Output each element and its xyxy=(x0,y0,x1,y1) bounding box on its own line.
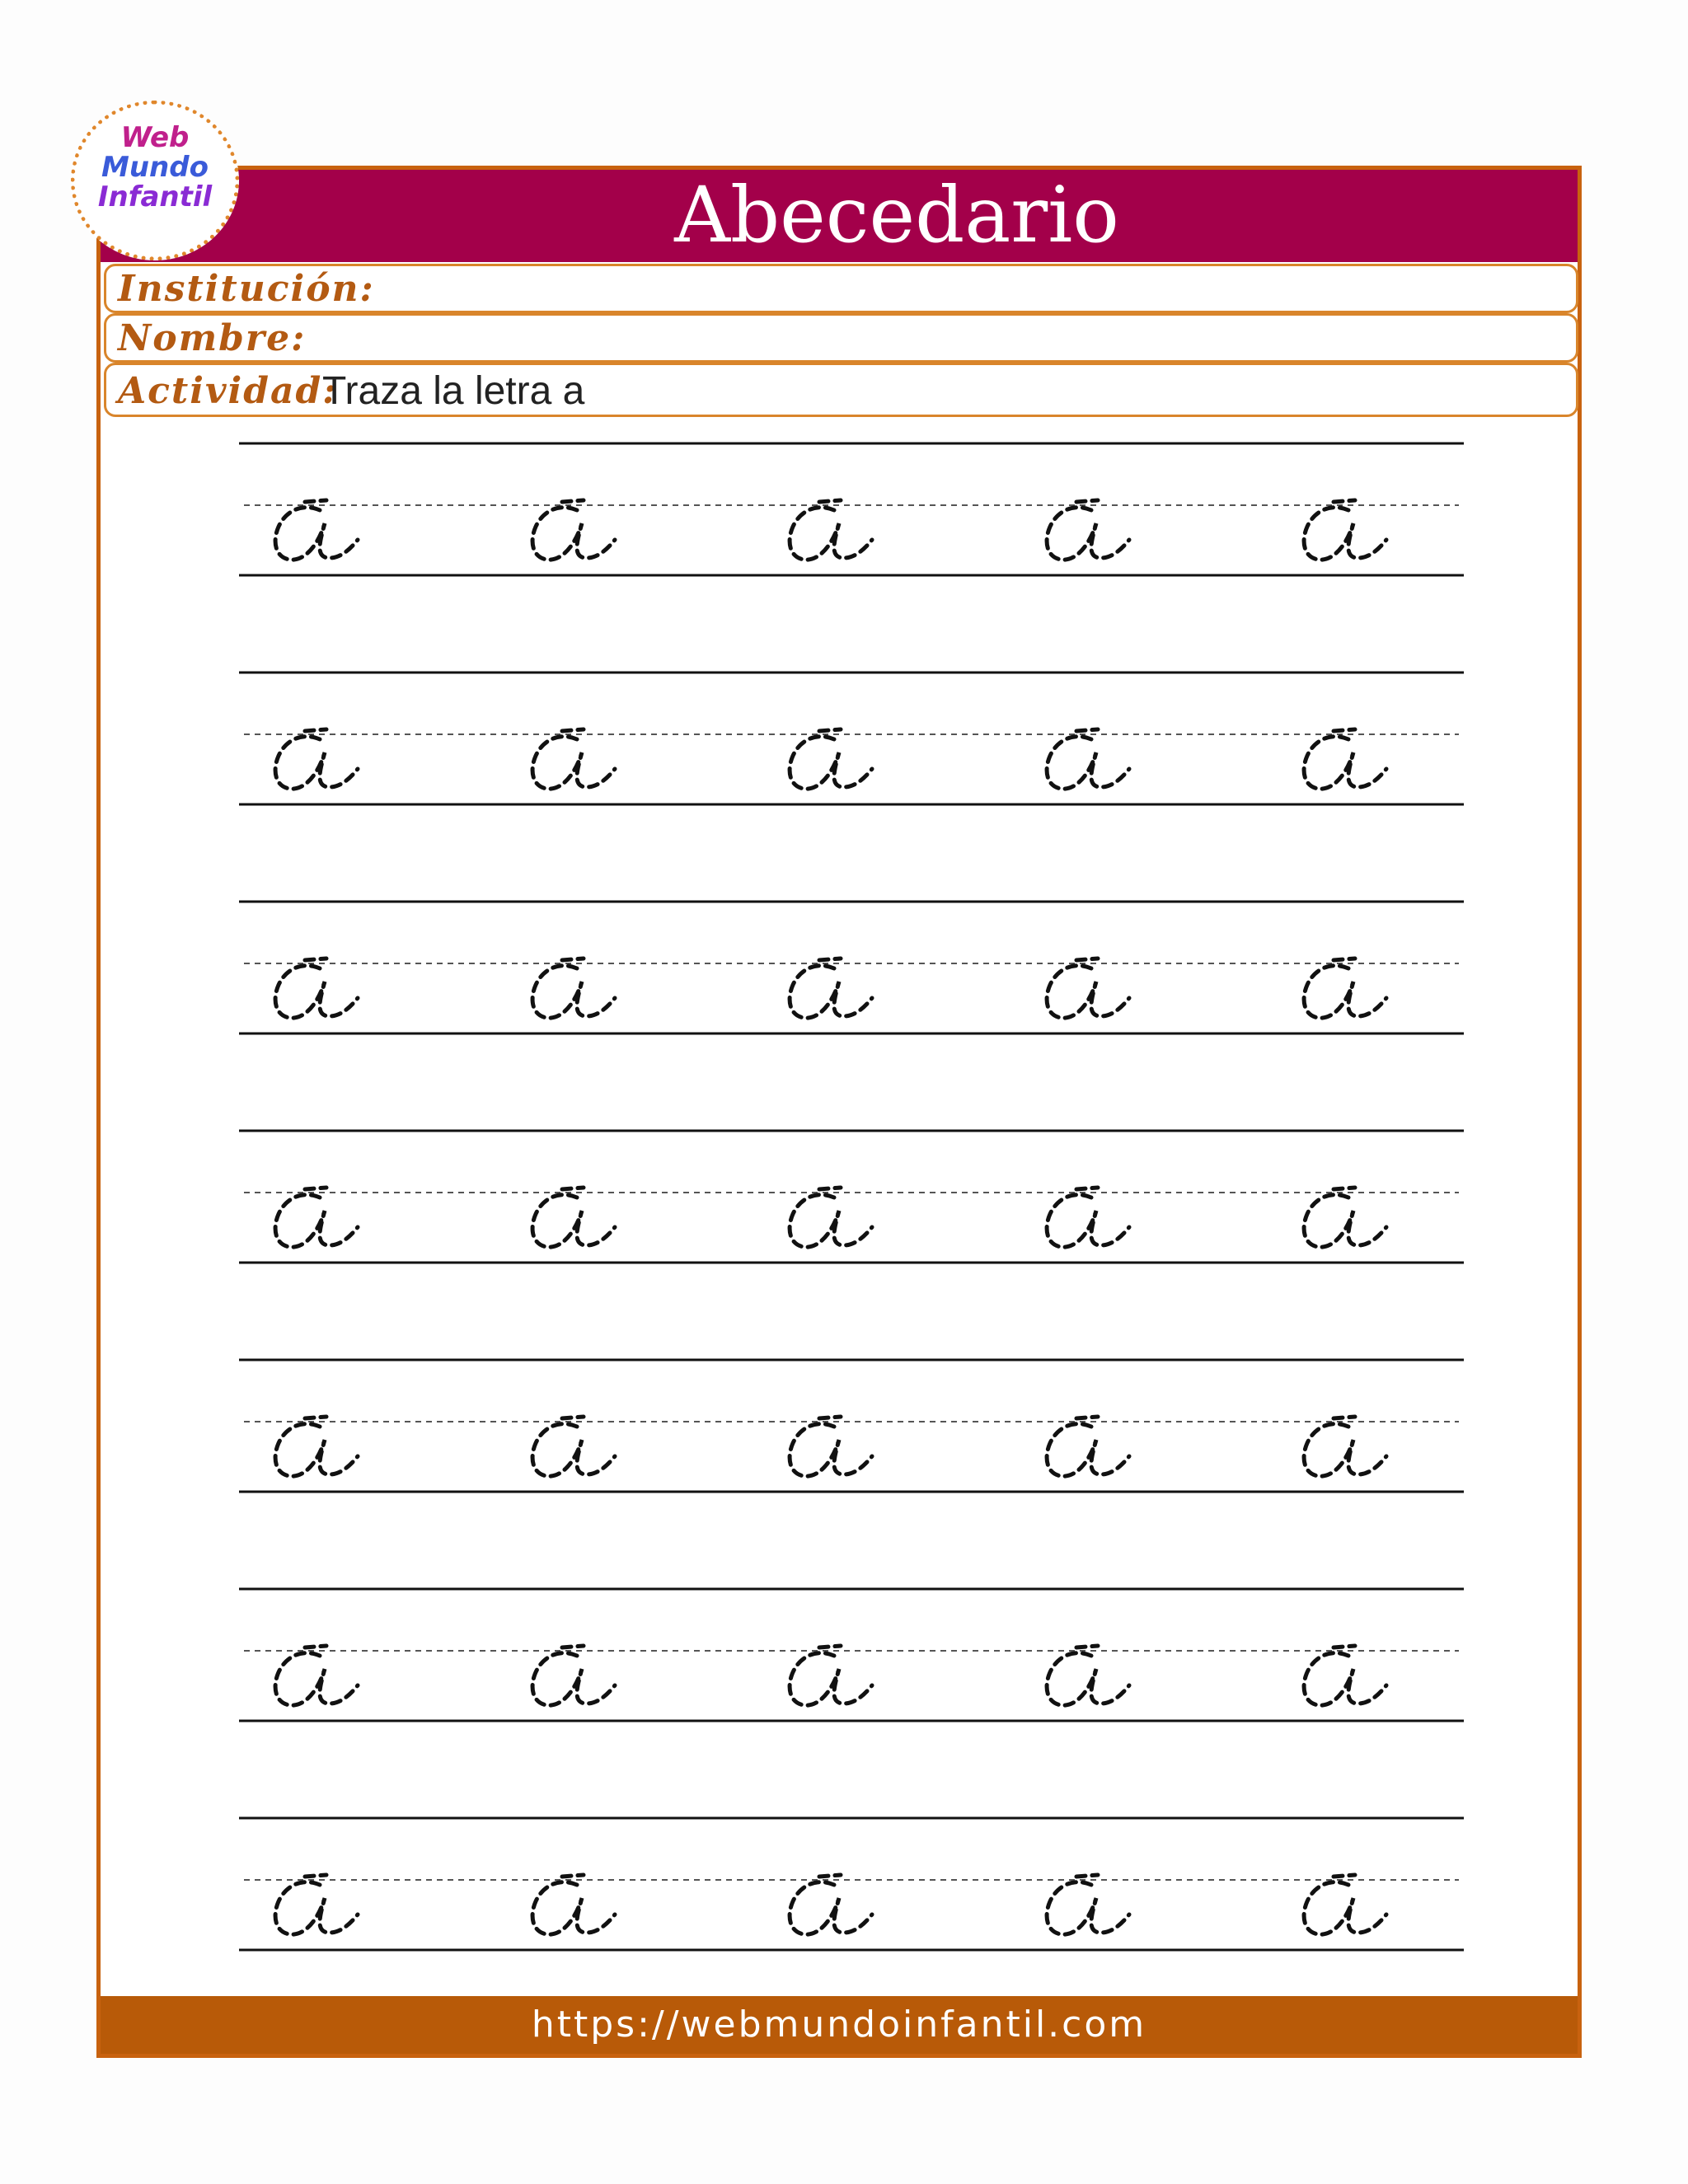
activity-label: Actividad: xyxy=(118,370,338,412)
dotted-letter-a xyxy=(1304,1875,1386,1934)
dotted-letter-a xyxy=(532,1417,615,1476)
dotted-letter-a xyxy=(790,1417,872,1476)
dotted-letter-a xyxy=(1047,1417,1129,1476)
dotted-letter-a xyxy=(1304,958,1386,1018)
dotted-letter-a xyxy=(790,500,872,560)
dotted-letter-a xyxy=(1047,1188,1129,1247)
dotted-letter-a xyxy=(532,1646,615,1705)
dotted-letter-a xyxy=(1304,1417,1386,1476)
page-title: Abecedario xyxy=(674,171,1119,260)
dotted-letter-a xyxy=(275,729,358,789)
dotted-letter-a xyxy=(790,958,872,1018)
dotted-letter-a xyxy=(1047,1875,1129,1934)
dotted-letter-a xyxy=(1047,1646,1129,1705)
dotted-letter-a xyxy=(1047,500,1129,560)
logo-text-infantil: Infantil xyxy=(97,180,213,213)
dotted-letter-a xyxy=(275,1188,358,1247)
dotted-letter-a xyxy=(275,958,358,1018)
dotted-letter-a xyxy=(532,500,615,560)
dotted-letter-a xyxy=(790,1646,872,1705)
dotted-letter-a xyxy=(275,1417,358,1476)
dotted-letter-a xyxy=(1047,958,1129,1018)
logo xyxy=(71,101,239,260)
dotted-letter-a xyxy=(1304,1646,1386,1705)
dotted-letter-a xyxy=(532,729,615,789)
activity-value: Traza la letra a xyxy=(322,369,585,413)
logo-text-mundo: Mundo xyxy=(101,151,209,184)
dotted-letter-a xyxy=(790,729,872,789)
dotted-letter-a xyxy=(1304,729,1386,789)
dotted-letter-a xyxy=(532,1188,615,1247)
dotted-letter-a xyxy=(275,500,358,560)
dotted-letter-a xyxy=(532,1875,615,1934)
dotted-letter-a xyxy=(790,1188,872,1247)
institution-label: Institución: xyxy=(118,268,375,310)
dotted-letter-a xyxy=(275,1646,358,1705)
footer-url[interactable]: https://webmundoinfantil.com xyxy=(531,2004,1147,2046)
dotted-letter-a xyxy=(275,1875,358,1934)
dotted-letter-a xyxy=(1304,1188,1386,1247)
dotted-letter-a xyxy=(790,1875,872,1934)
dotted-letter-a xyxy=(1047,729,1129,789)
name-label: Nombre: xyxy=(118,317,307,359)
logo-text-web: Web xyxy=(120,121,190,154)
dotted-letter-a xyxy=(532,958,615,1018)
dotted-letter-a xyxy=(1304,500,1386,560)
